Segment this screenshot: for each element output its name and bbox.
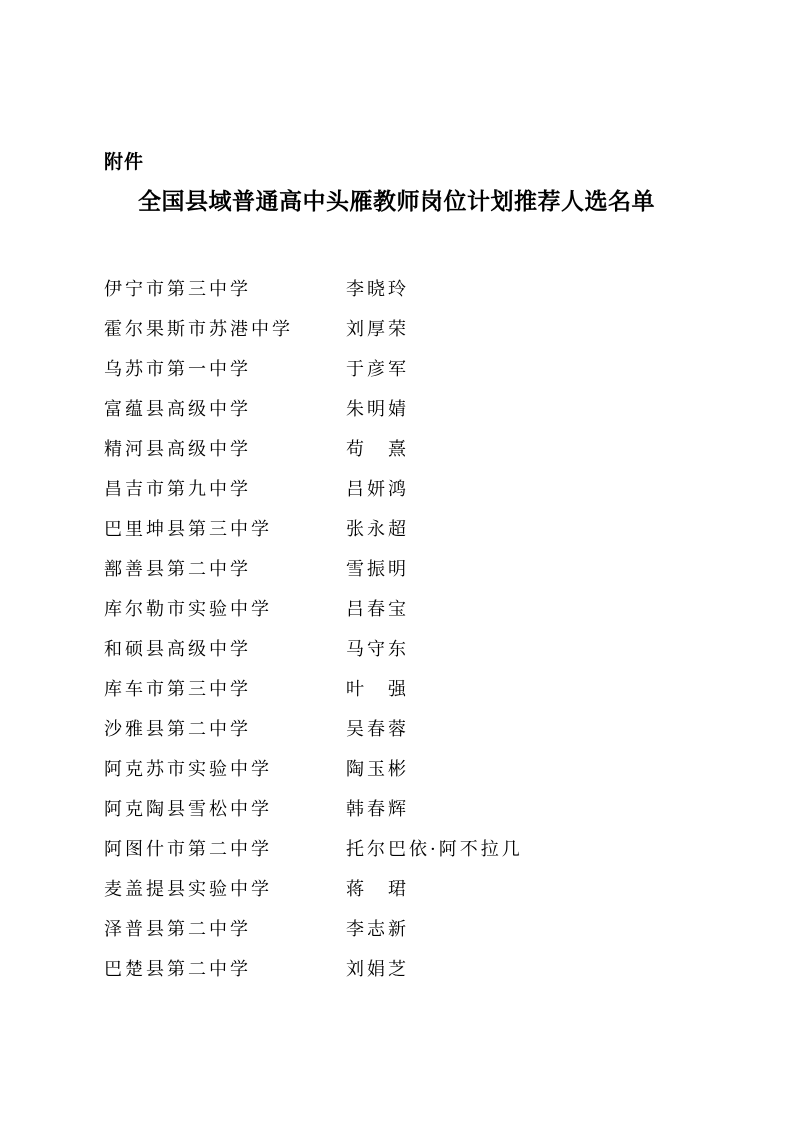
- school-name: 麦盖提县实验中学: [104, 879, 272, 900]
- teacher-name: 李志新: [346, 919, 409, 940]
- school-name: 精河县高级中学: [104, 439, 251, 460]
- document-title: 全国县域普通高中头雁教师岗位计划推荐人选名单: [138, 188, 655, 215]
- teacher-name: 叶 强: [346, 679, 409, 700]
- school-name: 和硕县高级中学: [104, 639, 251, 660]
- teacher-name: 张永超: [346, 519, 409, 540]
- list-item: [104, 710, 744, 750]
- teacher-name: 苟 熹: [346, 439, 409, 460]
- list-item: [104, 510, 744, 550]
- teacher-name: 韩春辉: [346, 799, 409, 820]
- teacher-name: 雪振明: [346, 559, 409, 580]
- list-item: [104, 390, 744, 430]
- teacher-name: 马守东: [346, 639, 409, 660]
- list-item: [104, 310, 744, 350]
- school-name: 巴楚县第二中学: [104, 959, 251, 980]
- list-item: [104, 470, 744, 510]
- school-name: 库尔勒市实验中学: [104, 599, 272, 620]
- list-item: [104, 630, 744, 670]
- school-name: 鄯善县第二中学: [104, 559, 251, 580]
- school-name: 富蕴县高级中学: [104, 399, 251, 420]
- teacher-name: 吕春宝: [346, 599, 409, 620]
- list-item: [104, 950, 744, 990]
- teacher-name: 蒋 珺: [346, 879, 409, 900]
- list-item: [104, 750, 744, 790]
- teacher-name: 于彦军: [346, 359, 409, 380]
- list-item: [104, 830, 744, 870]
- teacher-name: 刘厚荣: [346, 319, 409, 340]
- list-item: [104, 590, 744, 630]
- attachment-label: 附件: [104, 151, 145, 173]
- list-item: [104, 550, 744, 590]
- list-item: [104, 350, 744, 390]
- school-name: 库车市第三中学: [104, 679, 251, 700]
- school-name: 沙雅县第二中学: [104, 719, 251, 740]
- school-name: 巴里坤县第三中学: [104, 519, 272, 540]
- teacher-name: 托尔巴依·阿不拉几: [346, 839, 523, 860]
- candidate-list: [104, 270, 744, 990]
- list-item: [104, 270, 744, 310]
- school-name: 乌苏市第一中学: [104, 359, 251, 380]
- teacher-name: 吕妍鸿: [346, 479, 409, 500]
- school-name: 阿图什市第二中学: [104, 839, 272, 860]
- teacher-name: 朱明婧: [346, 399, 409, 420]
- list-item: [104, 790, 744, 830]
- teacher-name: 吴春蓉: [346, 719, 409, 740]
- school-name: 伊宁市第三中学: [104, 279, 251, 300]
- teacher-name: 刘娟芝: [346, 959, 409, 980]
- list-item: [104, 910, 744, 950]
- school-name: 昌吉市第九中学: [104, 479, 251, 500]
- school-name: 阿克陶县雪松中学: [104, 799, 272, 820]
- school-name: 泽普县第二中学: [104, 919, 251, 940]
- list-item: [104, 430, 744, 470]
- school-name: 霍尔果斯市苏港中学: [104, 319, 293, 340]
- list-item: [104, 870, 744, 910]
- teacher-name: 李晓玲: [346, 279, 409, 300]
- school-name: 阿克苏市实验中学: [104, 759, 272, 780]
- teacher-name: 陶玉彬: [346, 759, 409, 780]
- list-item: [104, 670, 744, 710]
